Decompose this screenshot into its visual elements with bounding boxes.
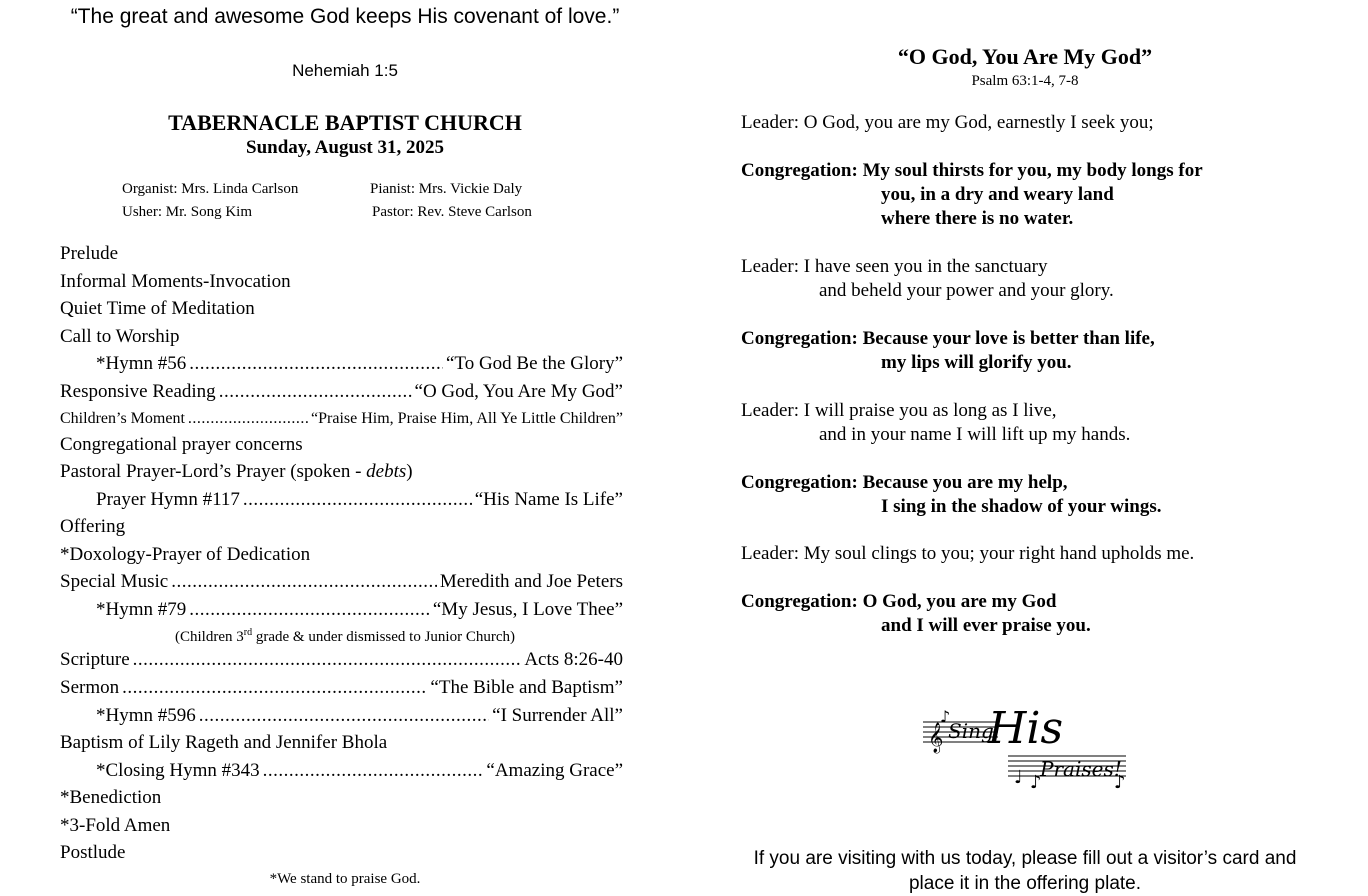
item-doxology: *Doxology-Prayer of Dedication	[60, 544, 311, 565]
congregation-response-2	[741, 327, 1155, 375]
response-line: and I will ever praise you.	[881, 615, 1091, 636]
item-hymn-79	[96, 599, 623, 621]
item-baptism: Baptism of Lily Rageth and Jennifer Bhola	[60, 732, 388, 753]
leader-text: and in your name I will lift up my hands.	[819, 424, 1131, 445]
epigraph-quote: “The great and awesome God keeps His covenant of love.”	[70, 5, 620, 28]
item-prelude: Prelude	[60, 243, 119, 264]
item-value: Meredith and Joe Peters	[439, 571, 623, 592]
item-label: Scripture	[60, 649, 130, 670]
leader-dots	[133, 649, 522, 671]
item-responsive-reading	[60, 381, 623, 403]
leader-dots	[243, 489, 472, 511]
dismiss-text: (Children 3	[175, 629, 244, 645]
reading-title: “O God, You Are My God”	[897, 44, 1153, 69]
leader-dots	[199, 705, 489, 727]
item-scripture	[60, 649, 623, 671]
logo-praises: Praises!	[1040, 757, 1122, 781]
item-label: *Closing Hymn #343	[96, 760, 260, 781]
sing-his-praises-logo	[918, 688, 1133, 798]
congregation-response-4	[741, 590, 1091, 638]
leader-dots	[188, 410, 308, 428]
item-label: Pastoral Prayer-Lord’s Prayer (spoken -	[60, 461, 367, 482]
response-line: My soul thirsts for you, my body longs for	[862, 160, 1203, 181]
item-value: Acts 8:26-40	[524, 649, 623, 670]
congregation-label: Congregation:	[741, 328, 863, 349]
leader-line-1: Leader: O God, you are my God, earnestly I seek you;	[741, 112, 1154, 133]
leader-dots	[263, 760, 484, 782]
leader-dots	[171, 571, 437, 593]
item-prayer-concerns: Congregational prayer concerns	[60, 434, 303, 455]
leader-text: Leader: I will praise you as long as I live,	[741, 400, 1057, 421]
item-emphasis: debts	[366, 461, 407, 482]
congregation-label: Congregation:	[741, 472, 863, 493]
response-line: where there is no water.	[881, 208, 1074, 229]
leader-dots	[122, 677, 427, 699]
leader-text: and beheld your power and your glory.	[819, 280, 1114, 301]
svg-text:♪: ♪	[1030, 772, 1042, 793]
music-notes-icon	[918, 688, 1133, 798]
item-value: “The Bible and Baptism”	[430, 677, 623, 698]
church-name: TABERNACLE BAPTIST CHURCH	[168, 110, 522, 135]
item-label: Special Music	[60, 571, 169, 592]
item-benediction: *Benediction	[60, 787, 162, 808]
item-childrens-moment	[60, 410, 623, 428]
item-offering: Offering	[60, 516, 126, 537]
item-value: “Praise Him, Praise Him, All Ye Little Children”	[311, 410, 623, 427]
item-postlude: Postlude	[60, 842, 126, 863]
item-value: “I Surrender All”	[492, 705, 623, 726]
svg-text:♪: ♪	[940, 707, 951, 726]
item-label: Sermon	[60, 677, 120, 698]
item-label: *Hymn #79	[96, 599, 187, 620]
usher: Usher: Mr. Song Kim	[122, 204, 253, 220]
organist: Organist: Mrs. Linda Carlson	[122, 181, 299, 197]
visitor-note: If you are visiting with us today, please fill out a visitor’s card and place it in the offering plate.	[753, 848, 1297, 894]
reading-reference: Psalm 63:1-4, 7-8	[971, 73, 1079, 89]
response-line: Because you are my help,	[862, 472, 1068, 493]
response-line: you, in a dry and weary land	[881, 184, 1114, 205]
item-label: *Hymn #56	[96, 353, 187, 374]
svg-text:♪: ♪	[1114, 772, 1126, 793]
dismiss-note	[60, 627, 630, 646]
item-informal-moments: Informal Moments-Invocation	[60, 271, 291, 292]
leader-line-2	[741, 255, 1114, 303]
item-special-music	[60, 571, 623, 593]
congregation-response-3	[741, 471, 1162, 519]
svg-text:♩: ♩	[1014, 767, 1023, 788]
leader-dots	[219, 381, 412, 403]
item-value: “To God Be the Glory”	[445, 353, 623, 374]
response-line: my lips will glorify you.	[881, 352, 1072, 373]
logo-sing: Sing	[948, 719, 994, 743]
service-date: Sunday, August 31, 2025	[246, 137, 444, 158]
logo-his: His	[988, 703, 1064, 754]
item-hymn-56	[96, 353, 623, 375]
item-value: “My Jesus, I Love Thee”	[432, 599, 623, 620]
congregation-label: Congregation:	[741, 160, 863, 181]
leader-text: Leader: I have seen you in the sanctuary	[741, 256, 1048, 277]
leader-dots	[189, 353, 443, 375]
item-amen: *3-Fold Amen	[60, 815, 171, 836]
item-label: Responsive Reading	[60, 381, 216, 402]
dismiss-sup: rd	[243, 627, 253, 638]
dismiss-text-rest: grade & under dismissed to Junior Church)	[252, 629, 515, 645]
item-value: “O God, You Are My God”	[414, 381, 623, 402]
response-line: Because your love is better than life,	[862, 328, 1155, 349]
response-line: O God, you are my God	[862, 591, 1057, 612]
item-label: Children’s Moment	[60, 410, 185, 427]
item-closing-hymn	[96, 760, 623, 782]
item-hymn-596	[96, 705, 623, 727]
item-pastoral-prayer	[60, 461, 413, 483]
item-quiet-time: Quiet Time of Meditation	[60, 298, 255, 319]
item-value: “His Name Is Life”	[474, 489, 623, 510]
stand-note: *We stand to praise God.	[269, 871, 421, 887]
svg-text:𝄞: 𝄞	[928, 723, 944, 753]
leader-line-3	[741, 399, 1130, 447]
pianist: Pianist: Mrs. Vickie Daly	[370, 181, 523, 197]
epigraph-reference: Nehemiah 1:5	[292, 61, 398, 80]
item-label: *Hymn #596	[96, 705, 196, 726]
congregation-label: Congregation:	[741, 591, 863, 612]
pastor: Pastor: Rev. Steve Carlson	[372, 204, 532, 220]
leader-line-4: Leader: My soul clings to you; your right hand upholds me.	[741, 543, 1195, 564]
item-call-to-worship: Call to Worship	[60, 326, 180, 347]
item-prayer-hymn	[96, 489, 623, 511]
item-sermon	[60, 677, 623, 699]
leader-dots	[189, 599, 430, 621]
item-value: “Amazing Grace”	[486, 760, 623, 781]
congregation-response-1	[741, 159, 1203, 231]
item-label: Prayer Hymn #117	[96, 489, 240, 510]
item-suffix: )	[406, 461, 413, 482]
response-line: I sing in the shadow of your wings.	[881, 496, 1162, 517]
